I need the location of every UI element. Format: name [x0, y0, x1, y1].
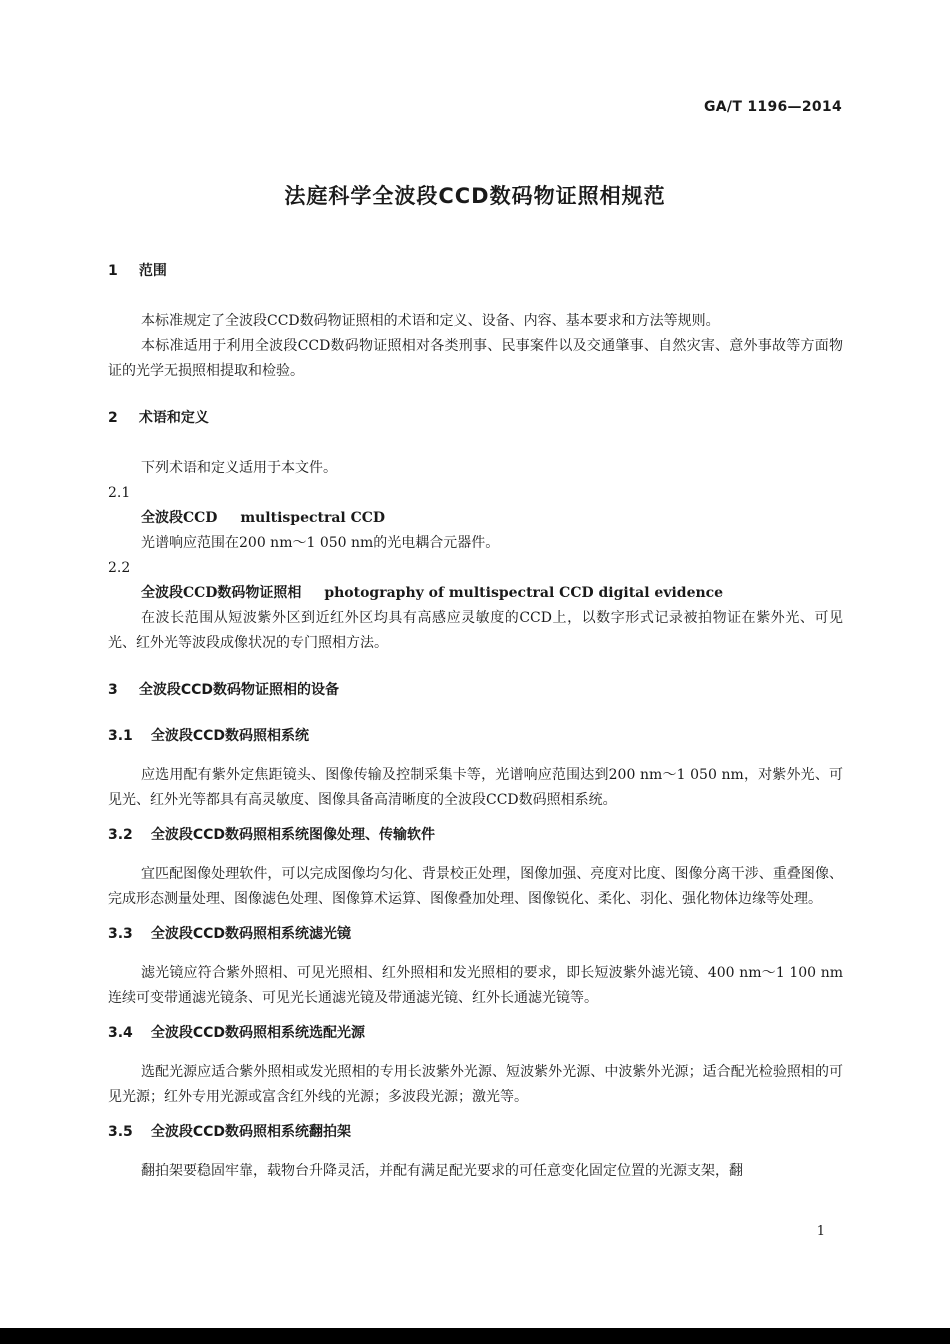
paragraph: 滤光镜应符合紫外照相、可见光照相、红外照相和发光照相的要求，即长短波紫外滤光镜、400 nm～1 100 nm连续可变带通滤光镜条、可见光长通滤光镜及带通滤光镜、红外长通滤光镜等。	[108, 965, 843, 1006]
subsection-title: 全波段CCD数码照相系统选配光源	[150, 1025, 366, 1041]
subsection-title: 全波段CCD数码照相系统滤光镜	[150, 926, 352, 942]
section-number: 2	[108, 410, 118, 426]
section-3-heading	[108, 677, 843, 703]
term-zh: 全波段CCD	[141, 510, 218, 526]
section-number: 3	[108, 682, 118, 698]
section-title: 全波段CCD数码物证照相的设备	[138, 682, 340, 698]
term-zh: 全波段CCD数码物证照相	[141, 585, 302, 601]
term-number: 2.2	[108, 560, 131, 576]
paragraph: 下列术语和定义适用于本文件。	[141, 460, 337, 476]
paragraph: 本标准规定了全波段CCD数码物证照相的术语和定义、设备、内容、基本要求和方法等规则。	[141, 313, 720, 329]
paragraph: 本标准适用于利用全波段CCD数码物证照相对各类刑事、民事案件以及交通肇事、自然灾害、意外事故等方面物证的光学无损照相提取和检验。	[108, 338, 843, 379]
subsection-number: 3.1	[108, 728, 133, 744]
document-body	[108, 258, 843, 1184]
paragraph: 选配光源应适合紫外照相或发光照相的专用长波紫外光源、短波紫外光源、中波紫外光源；适合配光检验照相的可见光源；红外专用光源或富含红外线的光源；多波段光源；激光等。	[108, 1064, 843, 1105]
document-title: 法庭科学全波段CCD数码物证照相规范	[284, 184, 666, 208]
subsection-3-1-heading	[108, 723, 843, 749]
standard-code: GA/T 1196—2014	[704, 99, 842, 115]
paragraph: 翻拍架要稳固牢靠，载物台升降灵活，并配有满足配光要求的可任意变化固定位置的光源支架，翻	[141, 1163, 743, 1179]
subsection-3-4-heading	[108, 1020, 843, 1046]
section-2-heading	[108, 405, 843, 431]
term-entry	[108, 581, 843, 606]
subsection-number: 3.4	[108, 1025, 133, 1041]
paragraph: 应选用配有紫外定焦距镜头、图像传输及控制采集卡等，光谱响应范围达到200 nm～1 050 nm，对紫外光、可见光、红外光等都具有高灵敏度、图像具备高清晰度的全波段CCD数码照相系统。	[108, 767, 843, 808]
subsection-number: 3.3	[108, 926, 133, 942]
subsection-number: 3.5	[108, 1124, 133, 1140]
term-number: 2.1	[108, 485, 131, 501]
paragraph: 宜匹配图像处理软件，可以完成图像均匀化、背景校正处理，图像加强、亮度对比度、图像分离干涉、重叠图像、完成形态测量处理、图像滤色处理、图像算术运算、图像叠加处理、图像锐化、柔化、羽化、强化物体边缘等处理。	[108, 866, 843, 907]
subsection-title: 全波段CCD数码照相系统	[150, 728, 310, 744]
term-en: multispectral CCD	[240, 510, 386, 526]
section-title: 术语和定义	[138, 410, 209, 426]
subsection-3-2-heading	[108, 822, 843, 848]
subsection-title: 全波段CCD数码照相系统图像处理、传输软件	[150, 827, 436, 843]
section-number: 1	[108, 263, 118, 279]
page-number: 1	[816, 1224, 825, 1239]
subsection-3-5-heading	[108, 1119, 843, 1145]
term-definition: 在波长范围从短波紫外区到近红外区均具有高感应灵敏度的CCD上，以数字形式记录被拍物证在紫外光、可见光、红外光等波段成像状况的专门照相方法。	[108, 610, 843, 651]
subsection-number: 3.2	[108, 827, 133, 843]
subsection-3-3-heading	[108, 921, 843, 947]
term-en: photography of multispectral CCD digital evidence	[324, 585, 724, 601]
term-entry	[108, 506, 843, 531]
subsection-title: 全波段CCD数码照相系统翻拍架	[150, 1124, 352, 1140]
bottom-border	[0, 1328, 950, 1344]
term-definition: 光谱响应范围在200 nm～1 050 nm的光电耦合元器件。	[141, 535, 500, 551]
section-title: 范围	[138, 263, 167, 279]
section-1-heading	[108, 258, 843, 284]
